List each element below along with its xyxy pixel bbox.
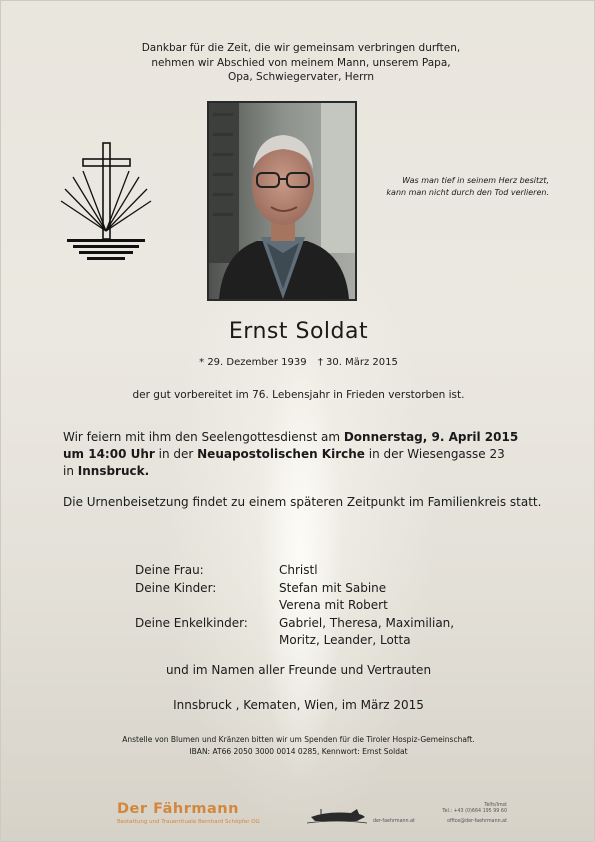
- service-text: [63, 429, 543, 480]
- family-row: [135, 562, 515, 580]
- family-name: Christl: [279, 563, 318, 577]
- life-dates: [1, 357, 595, 368]
- intro-text: [81, 41, 521, 85]
- family-role: Deine Frau:: [135, 563, 204, 577]
- service-line-2: [63, 446, 543, 463]
- family-role: Deine Kinder:: [135, 580, 217, 595]
- family-name: Gabriel, Theresa, Maximilian,: [279, 615, 455, 630]
- quote-line: kann man nicht durch den Tod verlieren.: [386, 188, 549, 197]
- donation-text: [1, 734, 595, 757]
- funeral-home-subtitle: Bestattung und Trauerrituale Bernhard Schöpfer OG: [117, 819, 260, 825]
- website-text: der-faehrmann.at: [373, 819, 415, 824]
- location-label: Telfs/Imst: [484, 803, 507, 808]
- place-date-text: Innsbruck , Kematen, Wien, im März 2015: [173, 698, 424, 712]
- phone-text: Tel.: +43 (0)664 195 99 60: [442, 809, 507, 814]
- family-role: Deine Enkelkinder:: [135, 615, 248, 630]
- service-text-part: in der: [154, 447, 198, 461]
- intro-line: nehmen wir Abschied von meinem Mann, unserem Papa,: [151, 56, 451, 69]
- family-names: [279, 580, 515, 615]
- service-line-1: [63, 429, 543, 446]
- quote-line: Was man tief in seinem Herz besitzt,: [402, 176, 549, 185]
- service-address: in der Wiesengasse 23: [364, 447, 505, 461]
- funeral-home-logo: Der Fährmann: [117, 801, 239, 817]
- service-text-part: Wir feiern mit ihm den Seelengottesdienst am: [63, 430, 344, 444]
- email-text: office@der-faehrmann.at: [447, 819, 507, 824]
- family-names: [279, 615, 515, 650]
- service-time: um 14:00 Uhr: [63, 447, 155, 461]
- funeral-home-footer: [117, 801, 517, 827]
- family-list: [135, 562, 515, 650]
- death-date: † 30. März 2015: [317, 357, 398, 368]
- intro-line: Opa, Schwiegervater, Herrn: [227, 71, 375, 83]
- boat-icon: [307, 805, 367, 825]
- service-text-part: in: [63, 464, 78, 478]
- portrait-image: [209, 103, 355, 299]
- service-city: Innsbruck.: [77, 464, 150, 478]
- service-date: Donnerstag, 9. April 2015: [343, 430, 519, 444]
- intro-line: Dankbar für die Zeit, die wir gemeinsam verbringen durften,: [141, 42, 461, 54]
- friends-text: und im Namen aller Freunde und Vertrauten: [165, 663, 432, 677]
- service-church: Neuapostolischen Kirche: [197, 447, 365, 461]
- deceased-name: Ernst Soldat: [228, 319, 369, 344]
- family-row: [135, 615, 515, 650]
- donation-iban: IBAN: AT66 2050 3000 0014 0285, Kennwort: Ernst Soldat: [189, 746, 408, 756]
- family-names: [279, 562, 515, 580]
- family-name: Stefan mit Sabine: [279, 580, 387, 595]
- birth-date: * 29. Dezember 1939: [199, 357, 307, 368]
- cross-sunrise-icon: [59, 141, 159, 263]
- family-row: [135, 580, 515, 615]
- family-name: Moritz, Leander, Lotta: [279, 633, 411, 647]
- donation-line: Anstelle von Blumen und Kränzen bitten wir um Spenden für die Tiroler Hospiz-Gemeinschaft.: [122, 735, 475, 744]
- family-name: Verena mit Robert: [279, 598, 388, 612]
- portrait-photo: [207, 101, 357, 301]
- passed-text: der gut vorbereitet im 76. Lebensjahr in Frieden verstorben ist.: [132, 389, 465, 401]
- quote-text: [381, 175, 549, 199]
- urn-text: Die Urnenbeisetzung findet zu einem späteren Zeitpunkt im Familienkreis statt.: [63, 495, 542, 509]
- service-line-3: [63, 463, 543, 480]
